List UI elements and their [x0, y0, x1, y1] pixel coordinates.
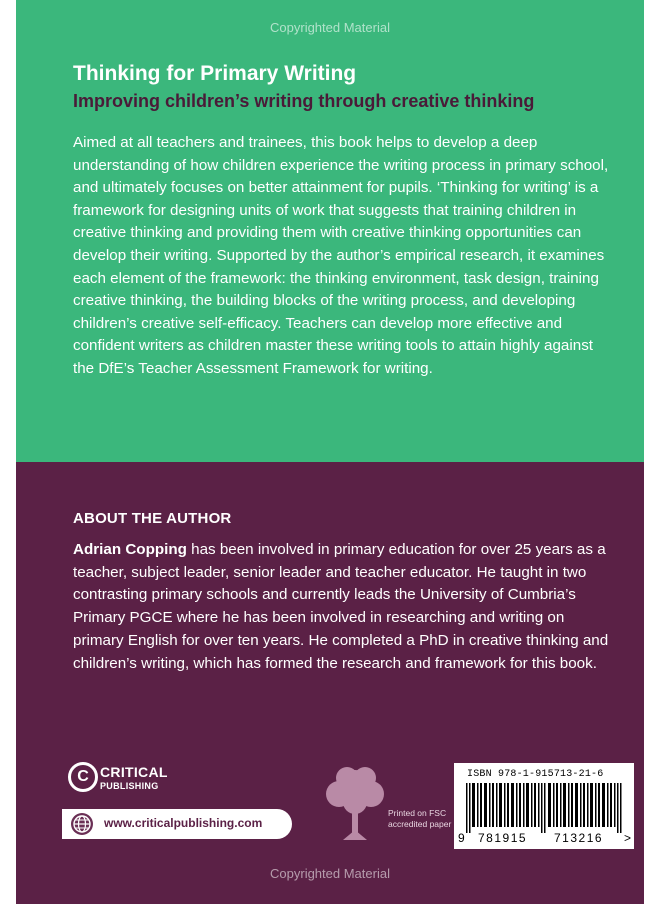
- barcode-group1: 781915: [478, 831, 528, 845]
- publisher-name-line1: CRITICAL: [100, 764, 168, 780]
- fsc-note-line1: Printed on FSC: [388, 808, 447, 818]
- about-author-heading: ABOUT THE AUTHOR: [73, 510, 232, 527]
- fsc-note-line2: accredited paper: [388, 819, 452, 829]
- back-cover: [16, 0, 644, 904]
- website-link[interactable]: [62, 809, 292, 839]
- book-description: Aimed at all teachers and trainees, this book helps to develop a deep understanding of how children experience the writing process in primary school, and ultimately focuses on better attainment for pupils. ‘Thinking for writing’ is a framework for designing units of work that suggests that training children in creative thinking and providing them with creative thinking opportunities can develop their writing. Supported by the author’s empirical research, it examines each element of the framework: the thinking environment, task design, training creative thinking, the building blocks of the writing process, and developing children’s creative self-efficacy. Teachers can develop more effective and confident writers as children master these writing tools to attain highly against the DfE’s Teacher Assessment Framework for writing.: [73, 134, 609, 377]
- website-url: www.criticalpublishing.com: [104, 816, 263, 830]
- globe-icon: [70, 812, 94, 836]
- publisher-logo-mark-icon: C: [68, 762, 98, 792]
- description-panel: [16, 0, 644, 462]
- barcode-end-mark: >: [624, 831, 632, 845]
- author-name: Adrian Copping: [73, 541, 187, 558]
- fsc-tree-icon: [321, 764, 389, 842]
- barcode-lead-digit: 9: [458, 831, 465, 845]
- author-bio-text: has been involved in primary education for over 25 years as a teacher, subject leader, senior leader and teacher educator. He taught in two contrasting primary schools and currently leads the University of Cumbria’s Primary PGCE where he has been involved in researching and writing on primary English for over ten years. He completed a PhD in creative thinking and children’s writing, which has formed the research and framework for this book.: [73, 541, 609, 672]
- book-subtitle: Improving children’s writing through creative thinking: [73, 91, 535, 111]
- book-title: Thinking for Primary Writing: [73, 62, 357, 85]
- barcode-bars: [466, 783, 622, 833]
- watermark-top: Copyrighted Material: [270, 20, 390, 35]
- barcode-group2: 713216: [554, 831, 604, 845]
- author-bio: [73, 539, 618, 675]
- isbn-label: ISBN 978-1-915713-21-6: [467, 769, 604, 780]
- isbn-barcode: [454, 763, 634, 849]
- watermark-bottom: Copyrighted Material: [270, 866, 390, 881]
- publisher-logo: [68, 760, 178, 800]
- publisher-name-line2: PUBLISHING: [100, 781, 159, 791]
